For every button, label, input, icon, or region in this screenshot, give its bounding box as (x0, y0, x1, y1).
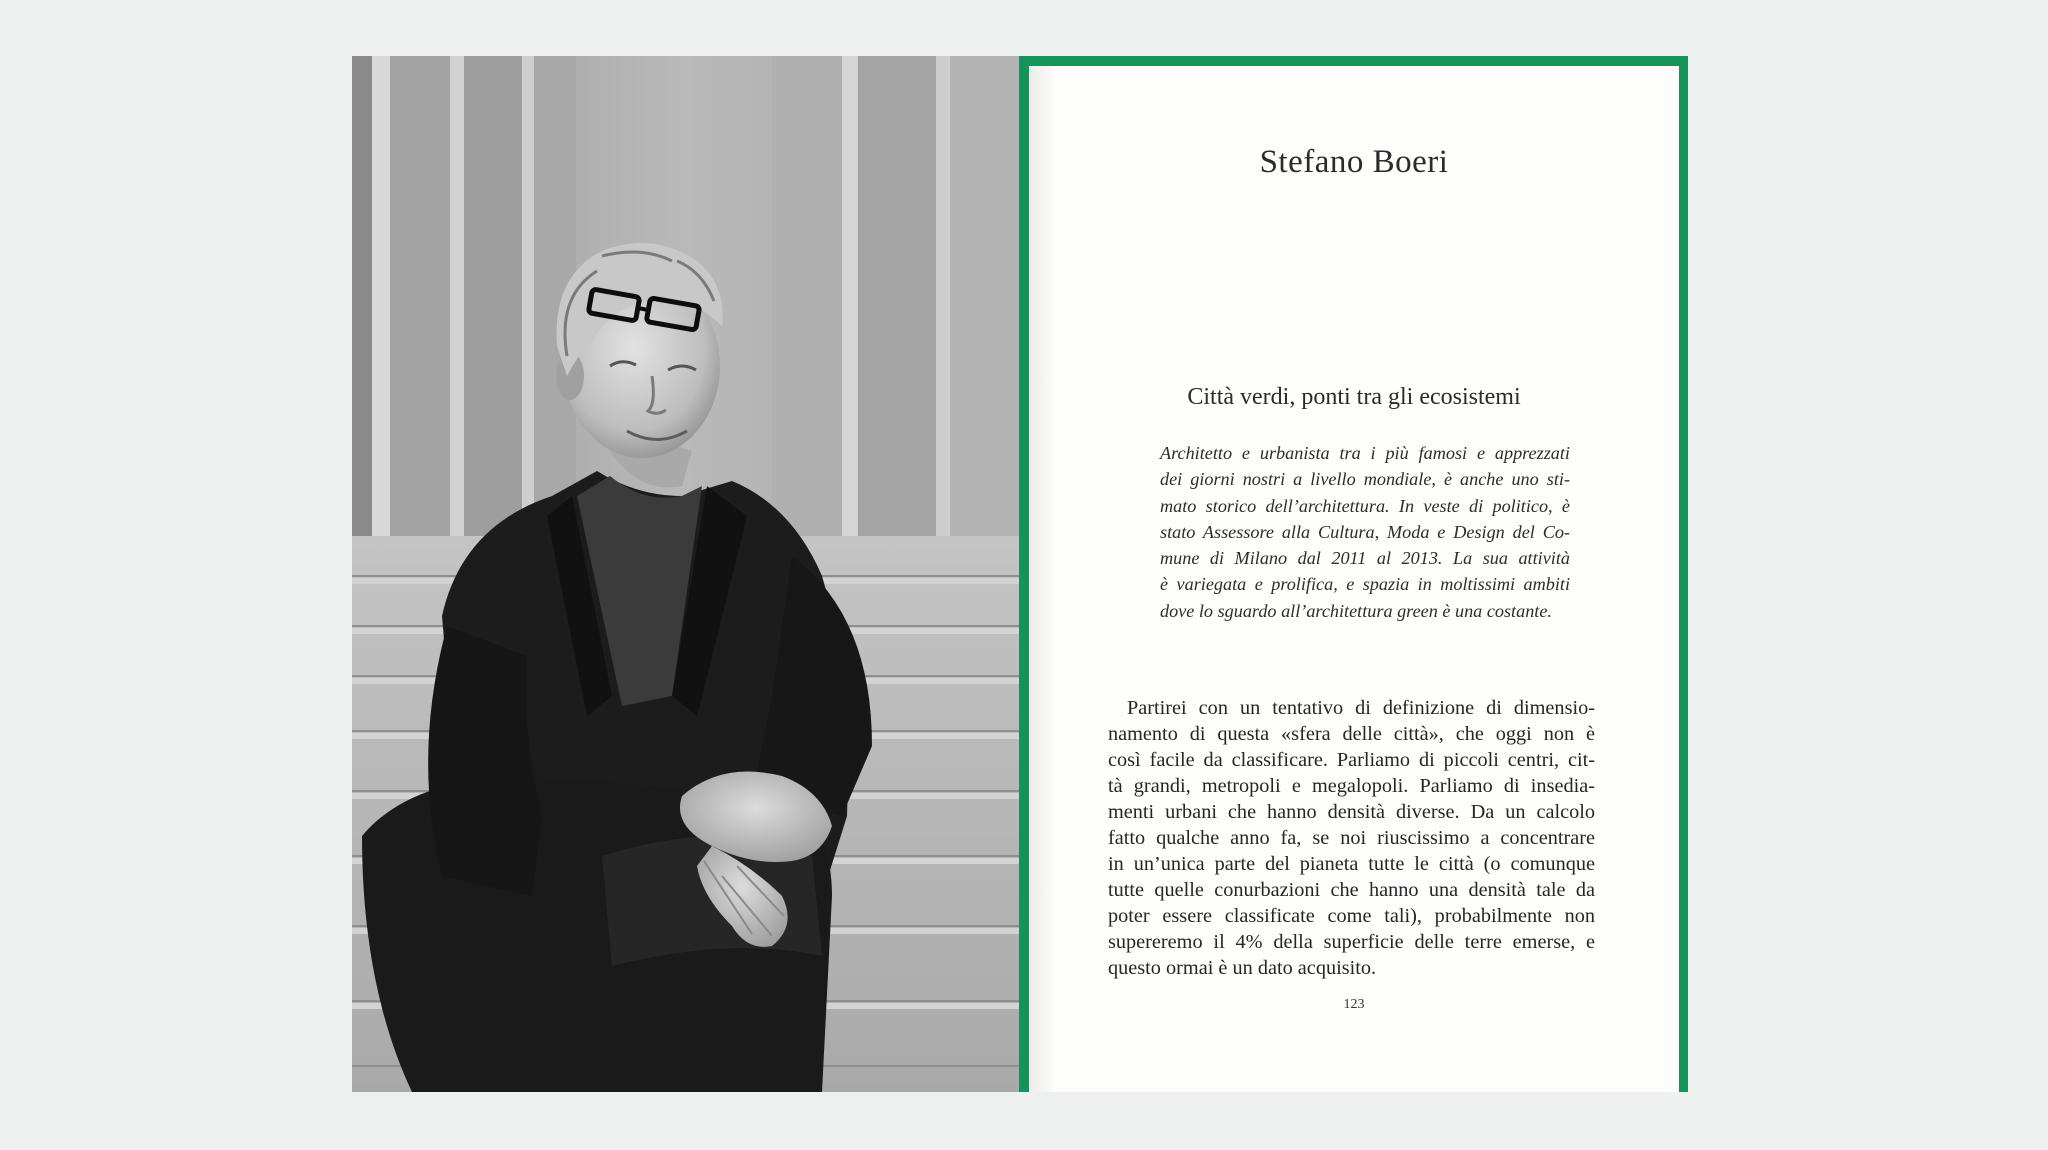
book-spread (352, 56, 1688, 1092)
page-gutter-shadow (1029, 66, 1055, 1092)
author-name: Stefano Boeri (1259, 144, 1449, 180)
intro-line: è variegata e prolifica, e spazia in moltissimi ambiti (1160, 574, 1570, 595)
body-paragraph (1108, 695, 1595, 981)
author-intro-paragraph (1160, 440, 1570, 624)
intro-line: dove lo sguardo all’architettura green è una costante. (1160, 600, 1552, 621)
body-line: così facile da classificare. Parliamo di piccoli centri, cit- (1108, 749, 1595, 771)
body-line: Partirei con un tentativo di definizione di dimensio- (1127, 697, 1595, 719)
chapter-title: Città verdi, ponti tra gli ecosistemi (1187, 384, 1521, 410)
intro-line: mune di Milano dal 2011 al 2013. La sua attività (1160, 548, 1570, 569)
intro-line: dei giorni nostri a livello mondiale, è anche uno sti- (1160, 469, 1570, 490)
intro-line: mato storico dell’architettura. In veste di politico, è (1160, 495, 1570, 516)
body-line: namento di questa «sfera delle città», che oggi non è (1108, 723, 1595, 745)
page-number: 123 (1343, 997, 1365, 1012)
body-line: in un’unica parte del pianeta tutte le città (o comunque (1108, 853, 1595, 875)
intro-line: Architetto e urbanista tra i più famosi e apprezzati (1160, 443, 1570, 463)
body-line: supereremo il 4% della superficie delle terre emerse, e (1108, 931, 1595, 953)
body-line: questo ormai è un dato acquisito. (1108, 957, 1377, 979)
body-line: poter essere classificate come tali), probabilmente non (1108, 905, 1595, 927)
body-line: tutte quelle conurbazioni che hanno una densità tale da (1108, 879, 1595, 901)
author-portrait-photo (352, 56, 1019, 1092)
body-line: tà grandi, metropoli e megalopoli. Parliamo di insedia- (1108, 775, 1595, 797)
intro-line: stato Assessore alla Cultura, Moda e Design del Co- (1160, 521, 1570, 542)
body-line: menti urbani che hanno densità diverse. Da un calcolo (1108, 801, 1595, 823)
book-text-page (1019, 56, 1688, 1092)
body-line: fatto qualche anno fa, se noi riuscissimo a concentrare (1108, 827, 1595, 849)
